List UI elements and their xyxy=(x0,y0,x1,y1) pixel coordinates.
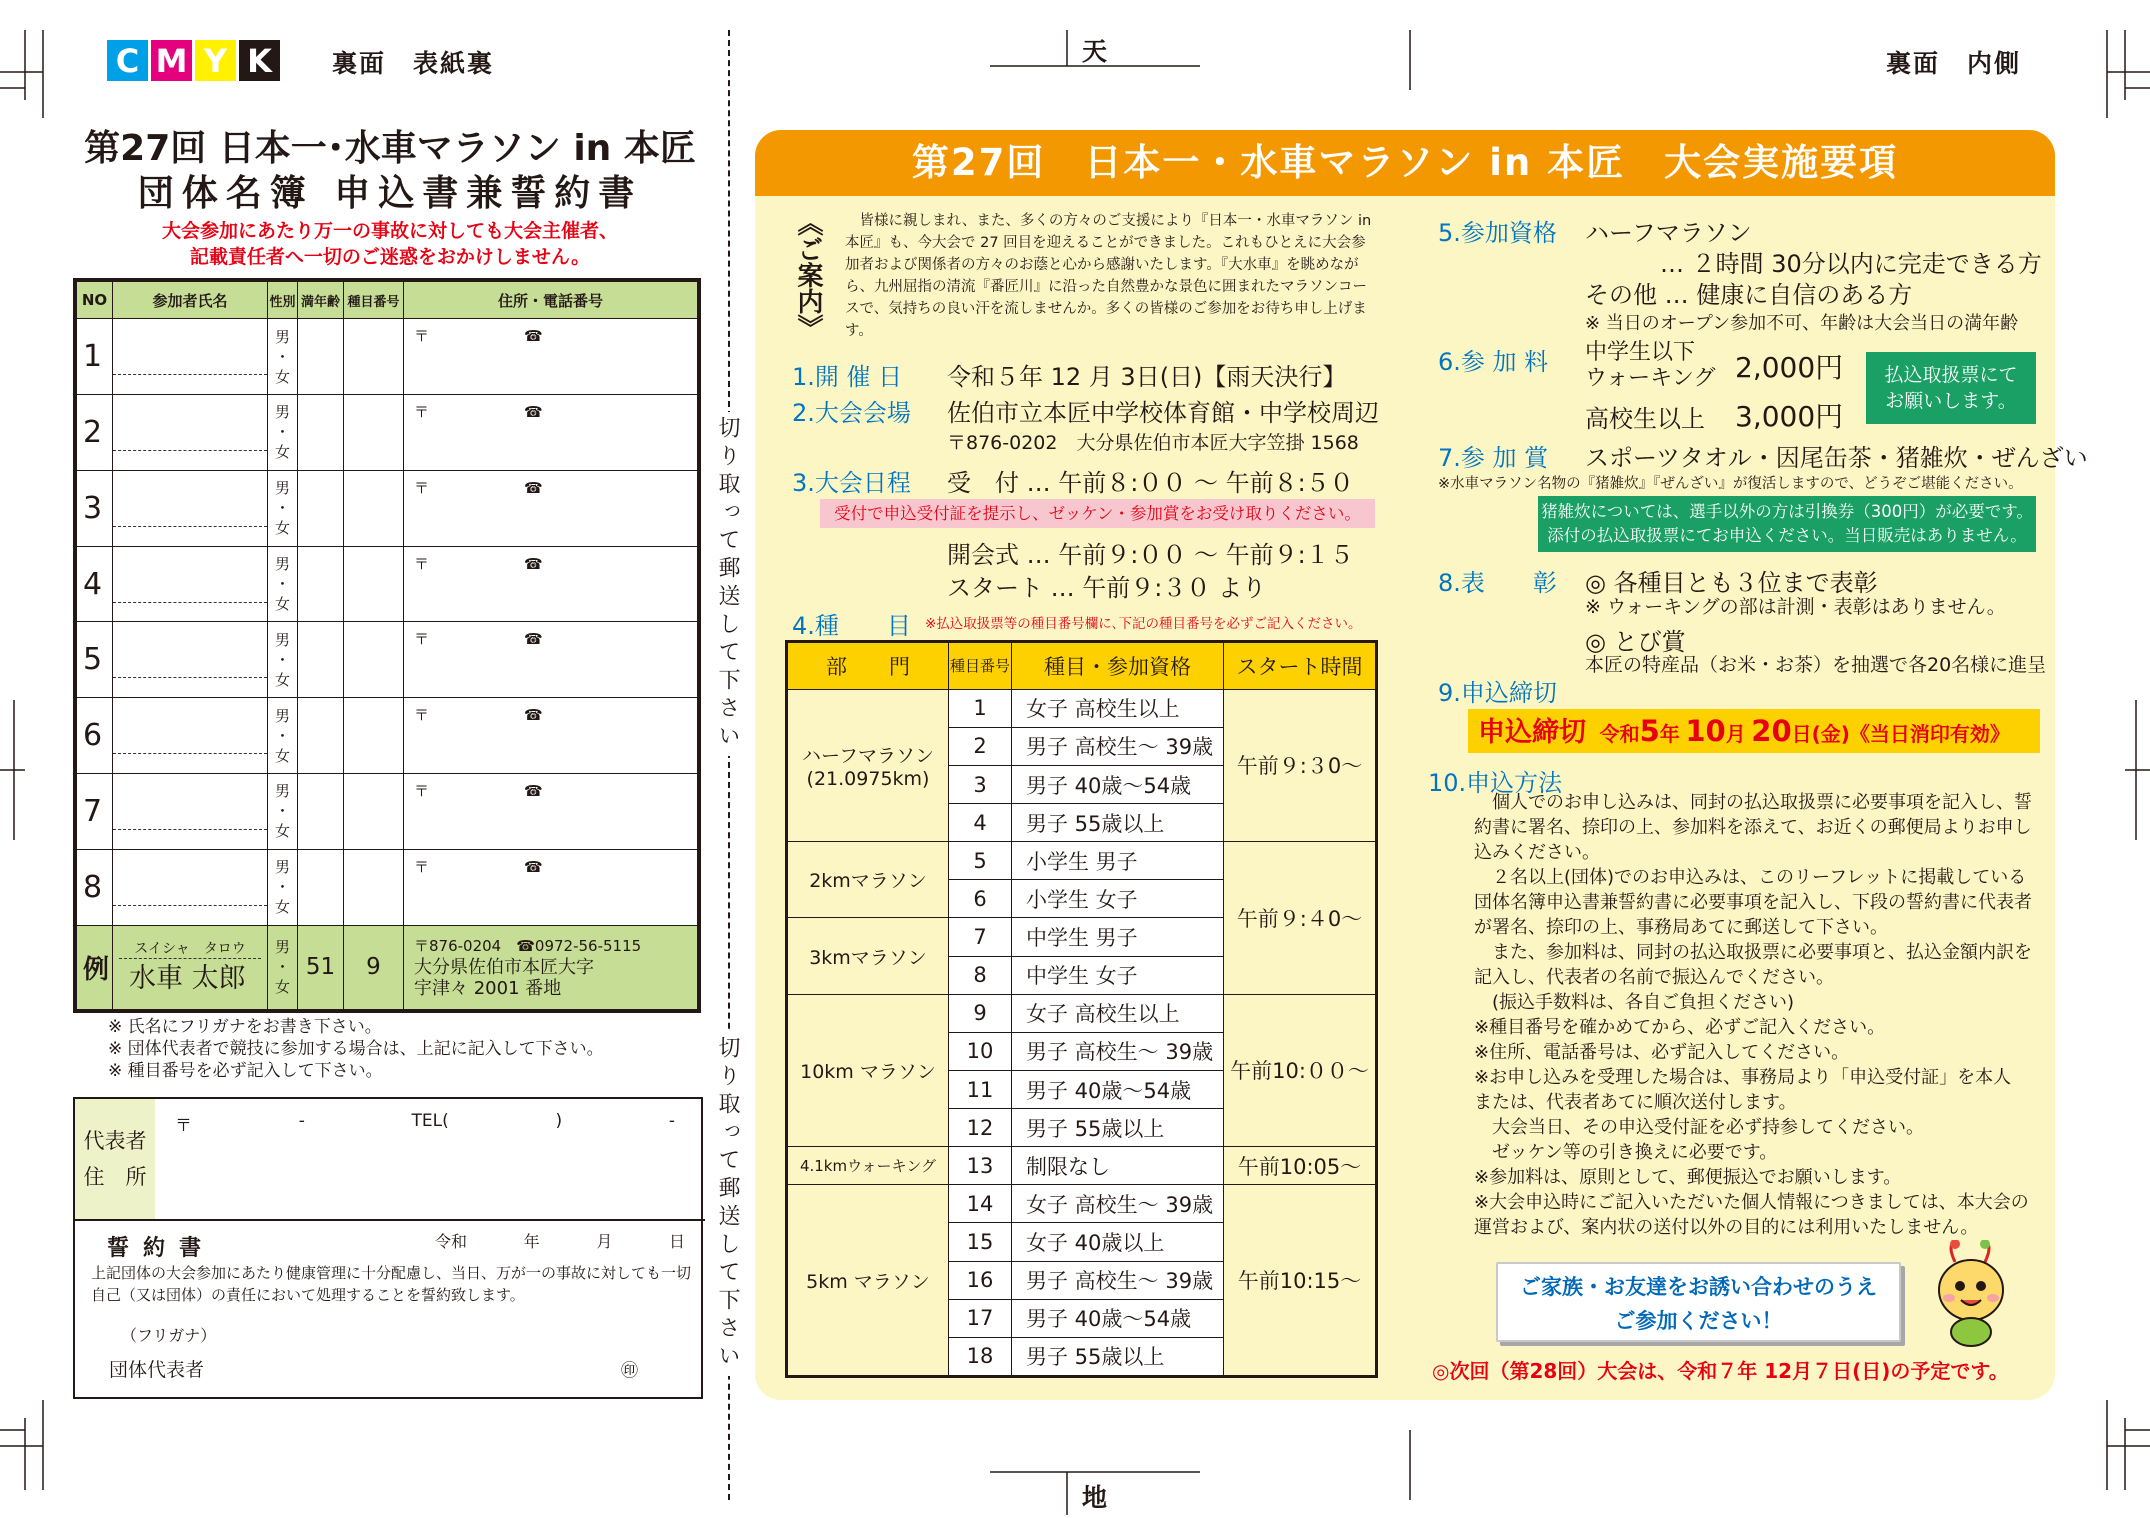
rep-tel-label: TEL( xyxy=(411,1111,449,1131)
rep-postal-mark: 〒 xyxy=(175,1116,192,1136)
postal-mark: 〒 xyxy=(414,478,430,497)
sex-field[interactable]: 男 ・ 女 xyxy=(268,622,298,698)
event-category: ハーフマラソン (21.0975km) xyxy=(788,689,949,842)
row-number: 5 xyxy=(77,622,113,698)
event-qualification: 男子 55歳以上 xyxy=(1012,1109,1224,1147)
entrant-name-field[interactable] xyxy=(113,395,268,471)
apply-n4: 大会当日、その申込受付証を必ず持参してください。 xyxy=(1474,1117,1924,1138)
invite-bubble xyxy=(1496,1262,1901,1342)
representative-box xyxy=(73,1097,703,1399)
event-start-time: 午前10:００～ xyxy=(1224,994,1376,1147)
event-qualification: 女子 高校生以上 xyxy=(1012,689,1224,727)
event-number: 11 xyxy=(949,1070,1012,1108)
entry-row xyxy=(77,546,698,622)
example-tel: ☎0972-56-5115 xyxy=(516,936,642,955)
fee-junior: 中学生以下 xyxy=(1585,340,1696,365)
sex-field[interactable]: 男 ・ 女 xyxy=(268,395,298,471)
award-note: ※ ウォーキングの部は計測・表彰はありません。 xyxy=(1585,596,2006,618)
deadline-month-unit: 月 xyxy=(1725,722,1746,746)
form-notes xyxy=(108,1016,604,1082)
event-number-field[interactable] xyxy=(344,849,404,925)
furigana-line xyxy=(113,490,267,527)
entry-row xyxy=(77,849,698,925)
age-field[interactable] xyxy=(298,546,344,622)
fee-walking: ウォーキング xyxy=(1585,366,1716,391)
age-field[interactable] xyxy=(298,470,344,546)
event-qualification: 男子 高校生～ 39歳 xyxy=(1012,1032,1224,1070)
row-number: 3 xyxy=(77,470,113,546)
fee-price1: 2,000円 xyxy=(1735,351,1844,384)
evcol-start: スタート時間 xyxy=(1224,643,1376,690)
sex-field[interactable]: 男 ・ 女 xyxy=(268,698,298,774)
address-phone-field[interactable] xyxy=(404,319,698,395)
age-field[interactable] xyxy=(298,773,344,849)
event-category: 5km マラソン xyxy=(788,1185,949,1376)
deadline-label: 申込締切 xyxy=(1478,717,1586,748)
furigana-line xyxy=(113,868,267,905)
furigana-line xyxy=(113,338,267,375)
furigana-line xyxy=(113,414,267,451)
registration-table xyxy=(73,278,701,1013)
event-qualification: 女子 40歳以上 xyxy=(1012,1223,1224,1261)
date-heading: 1.開 催 日 xyxy=(792,363,903,391)
address-phone-field[interactable] xyxy=(404,470,698,546)
phone-icon: ☎ xyxy=(524,478,543,497)
row-number: 8 xyxy=(77,849,113,925)
address-phone-field[interactable] xyxy=(404,622,698,698)
sex-field[interactable]: 男 ・ 女 xyxy=(268,849,298,925)
event-number: 3 xyxy=(949,765,1012,803)
address-phone-field[interactable] xyxy=(404,698,698,774)
furigana-line xyxy=(113,717,267,754)
rep-paren: ) xyxy=(555,1111,563,1131)
postal-mark: 〒 xyxy=(414,554,430,573)
entry-row xyxy=(77,395,698,471)
notice-line2: 記載責任者へ一切のご迷惑をおかけしません。 xyxy=(189,246,591,268)
next-event-notice: ◎次回（第28回）大会は、令和７年 12月７日(日)の予定です。 xyxy=(1432,1359,2009,1383)
row-number: 7 xyxy=(77,773,113,849)
eligibility-other: その他 … 健康に自信のある方 xyxy=(1585,281,1913,309)
entry-row xyxy=(77,698,698,774)
sex-field[interactable]: 男 ・ 女 xyxy=(268,546,298,622)
event-qualification: 男子 55歳以上 xyxy=(1012,1337,1224,1375)
postal-mark: 〒 xyxy=(414,706,430,725)
guide-text: 皆様に親しまれ、また、多くの方々のご支援により『日本一・水車マラソン in 本匠』も、今大会で 27 回目を迎えることができました。これもひとえに大会参加者および関係者の方々のお蔭と心から感謝いたします。『大水車』を眺めながら、九州屈指の清流『番匠川』に沿った自然豊かな景色に囲まれたマラソンコースで、気持ちの良い汗を流しませんか。多くの皆様のご参加をお待ち申し上げます。 xyxy=(845,213,1372,339)
rep-label-line2: 住 所 xyxy=(83,1165,147,1189)
postal-mark: 〒 xyxy=(414,403,430,422)
event-number: 5 xyxy=(949,842,1012,880)
apply-p2: ２名以上(団体)でのお申込みは、このリーフレットに掲載している団体名簿申込書兼誓約書に必要事項を記入し、下段の誓約書に代表者が署名、捺印の上、事務局あてに郵送して下さい。 xyxy=(1474,867,2032,938)
cmyk-y: Y xyxy=(195,40,236,81)
left-page-label: 裏面 表紙裏 xyxy=(332,49,495,78)
deadline-day-suffix: 日(金)《当日消印有効》 xyxy=(1791,722,2010,746)
phone-icon: ☎ xyxy=(524,706,543,725)
event-number: 16 xyxy=(949,1261,1012,1299)
event-qualification: 男子 40歳～54歳 xyxy=(1012,765,1224,803)
example-label: 例 xyxy=(77,925,113,1009)
eligibility-note: ※ 当日のオープン参加不可、年齢は大会当日の満年齢 xyxy=(1585,313,2019,334)
example-address xyxy=(404,925,698,1009)
entry-row xyxy=(77,773,698,849)
eligibility-half: ハーフマラソン xyxy=(1585,219,1752,247)
event-number: 15 xyxy=(949,1223,1012,1261)
entry-row xyxy=(77,470,698,546)
pledge-date[interactable] xyxy=(435,1229,685,1252)
fee-heading: 6.参 加 料 xyxy=(1438,348,1549,376)
note-event-number: ※ 種目番号を必ず記入して下さい。 xyxy=(108,1061,383,1081)
entrant-name-field[interactable] xyxy=(113,319,268,395)
award-tobisho: ◎ とび賞 xyxy=(1585,628,1686,656)
event-row xyxy=(788,994,1376,1032)
phone-icon: ☎ xyxy=(524,630,543,649)
venue-heading: 2.大会会場 xyxy=(792,399,911,427)
form-title-line2: 団体名簿 申込書兼誓約書 xyxy=(137,173,643,214)
rep-address-line xyxy=(175,1111,675,1136)
example-kana: スイシャ タロウ xyxy=(119,942,261,959)
event-row xyxy=(788,1185,1376,1223)
event-number-field[interactable] xyxy=(344,546,404,622)
phone-icon: ☎ xyxy=(524,781,543,800)
event-number: 2 xyxy=(949,727,1012,765)
cut-instruction-top: 切り取って郵送して下さい xyxy=(712,412,743,756)
event-number-field[interactable] xyxy=(344,319,404,395)
phone-icon: ☎ xyxy=(524,403,543,422)
postal-mark: 〒 xyxy=(414,781,430,800)
apply-heading: 10.申込方法 xyxy=(1428,769,1563,797)
event-qualification: 小学生 男子 xyxy=(1012,842,1224,880)
sex-field[interactable]: 男 ・ 女 xyxy=(268,773,298,849)
evcol-number: 種目番号 xyxy=(949,643,1012,690)
pledge-body: 上記団体の大会参加にあたり健康管理に十分配慮し、当日、万が一の事故に対しても一切自己（又は団体）の責任において処理することを誓約致します。 xyxy=(91,1264,692,1304)
event-qualification: 小学生 女子 xyxy=(1012,880,1224,918)
rep-dash2: - xyxy=(668,1111,675,1131)
entrant-name-field[interactable] xyxy=(113,698,268,774)
col-address-phone: 住所・電話番号 xyxy=(404,282,698,319)
invite-line2: ご参加ください！ xyxy=(1614,1309,1783,1333)
sex-field[interactable]: 男 ・ 女 xyxy=(268,319,298,395)
event-number: 13 xyxy=(949,1147,1012,1185)
fee-price2: 3,000円 xyxy=(1735,400,1844,433)
event-number: 8 xyxy=(949,956,1012,994)
phone-icon: ☎ xyxy=(524,857,543,876)
event-number: 1 xyxy=(949,689,1012,727)
example-contact xyxy=(414,936,687,957)
age-field[interactable] xyxy=(298,395,344,471)
gift-note: ※水車マラソン名物の『猪雑炊』『ぜんざい』が復活しますので、どうぞご堪能ください。 xyxy=(1438,476,2023,492)
award-tobisho-note: 本匠の特産品（お米・お茶）を抽選で各20名様に進呈 xyxy=(1585,654,2047,676)
event-qualification: 男子 高校生～ 39歳 xyxy=(1012,1261,1224,1299)
entrant-name-field[interactable] xyxy=(113,773,268,849)
evcol-qualification: 種目・参加資格 xyxy=(1012,643,1224,690)
deadline-day: 20 xyxy=(1751,714,1792,748)
example-event: 9 xyxy=(344,925,404,1009)
event-number: 10 xyxy=(949,1032,1012,1070)
event-category: 3kmマラソン xyxy=(788,918,949,994)
note-representative: ※ 団体代表者で競技に参加する場合は、上記に記入して下さい。 xyxy=(108,1039,604,1059)
event-qualification: 制限なし xyxy=(1012,1147,1224,1185)
event-number: 18 xyxy=(949,1337,1012,1375)
example-sex: 男 ・ 女 xyxy=(268,925,298,1009)
furigana-line xyxy=(113,641,267,678)
note-furigana: ※ 氏名にフリガナをお書き下さい。 xyxy=(108,1017,382,1037)
cut-instruction-bottom: 切り取って郵送して下さい xyxy=(712,1032,743,1376)
row-number: 1 xyxy=(77,319,113,395)
address-phone-field[interactable] xyxy=(404,395,698,471)
gift-items: スポーツタオル・因尾缶茶・猪雑炊・ぜんざい xyxy=(1585,444,2088,472)
fee-payment-note: 払込取扱票にて お願いします。 xyxy=(1866,352,2036,424)
top-mark: 天 xyxy=(1082,37,1110,66)
event-qualification: 男子 55歳以上 xyxy=(1012,804,1224,842)
example-fullname: 水車 太郎 xyxy=(129,963,246,995)
deadline-month: 10 xyxy=(1685,714,1726,748)
apply-n6: ※参加料は、原則として、郵便振込でお願いします。 xyxy=(1474,1167,1902,1188)
example-addr2: 宇津々 2001 番地 xyxy=(414,977,562,999)
event-category: 10km マラソン xyxy=(788,994,949,1147)
representative-address-area[interactable] xyxy=(75,1099,705,1221)
events-note: ※払込取扱票等の種目番号欄に､下記の種目番号を必ずご記入ください｡ xyxy=(925,616,1355,632)
event-number: 6 xyxy=(949,880,1012,918)
event-start-time: 午前10:15～ xyxy=(1224,1185,1376,1376)
award-heading: 8.表 彰 xyxy=(1438,569,1557,597)
rep-name-label: 団体代表者 xyxy=(109,1359,205,1381)
form-title-line1: 第27回 日本一･水車マラソン in 本匠 xyxy=(84,128,696,169)
event-number: 7 xyxy=(949,918,1012,956)
age-field[interactable] xyxy=(298,622,344,698)
apply-n3: ※お申し込みを受理した場合は、事務局より「申込受付証」を本人 または、代表者あてに順次送付します。 xyxy=(1474,1067,2030,1113)
event-qualification: 中学生 男子 xyxy=(1012,918,1224,956)
cmyk-m: M xyxy=(151,40,192,81)
event-number-field[interactable] xyxy=(344,622,404,698)
deadline-year-unit: 年 xyxy=(1659,722,1680,746)
event-number: 4 xyxy=(949,804,1012,842)
example-postal: 〒876-0204 xyxy=(414,936,502,955)
entrant-name-field[interactable] xyxy=(113,546,268,622)
furigana-line xyxy=(113,793,267,830)
event-start-time: 午前10:05～ xyxy=(1224,1147,1376,1185)
apply-n2: ※住所、電話番号は、必ず記入してください。 xyxy=(1474,1042,1850,1063)
pledge-title: 誓約書 xyxy=(107,1236,216,1261)
gift-heading: 7.参 加 賞 xyxy=(1438,444,1549,472)
date-year: 年 xyxy=(523,1232,540,1251)
event-number: 14 xyxy=(949,1185,1012,1223)
schedule-heading: 3.大会日程 xyxy=(792,469,911,497)
event-qualification: 中学生 女子 xyxy=(1012,956,1224,994)
event-number: 9 xyxy=(949,994,1012,1032)
address-phone-field[interactable] xyxy=(404,849,698,925)
apply-n7: ※大会申込時にご記入いただいた個人情報につきましては、本大会の運営および、案内状の送付以外の目的には利用いたしません。 xyxy=(1474,1192,2029,1238)
right-page-label: 裏面 内側 xyxy=(1886,49,2022,78)
reception-note: 受付で申込受付証を提示し、ゼッケン・参加賞をお受け取りください。 xyxy=(820,499,1375,528)
age-field[interactable] xyxy=(298,319,344,395)
event-number-field[interactable] xyxy=(344,698,404,774)
guide-heading: 《ご案内》 xyxy=(793,210,823,340)
entry-row xyxy=(77,319,698,395)
evcol-category: 部 門 xyxy=(788,643,949,690)
apply-body xyxy=(1474,790,2044,1240)
event-qualification: 男子 40歳～54歳 xyxy=(1012,1299,1224,1337)
eligibility-half-cond: … ２時間 30分以内に完走できる方 xyxy=(1660,250,2042,278)
event-row xyxy=(788,1147,1376,1185)
venue-address: 〒876-0202 大分県佐伯市本匠大字笠掛 1568 xyxy=(947,432,1359,454)
row-number: 6 xyxy=(77,698,113,774)
furigana-label: （フリガナ） xyxy=(121,1326,217,1345)
event-number-field[interactable] xyxy=(344,395,404,471)
deadline-era: 令和 xyxy=(1599,722,1640,746)
deadline-heading: 9.申込締切 xyxy=(1438,679,1557,707)
col-event: 種目番号 xyxy=(344,282,404,319)
example-name xyxy=(113,925,268,1009)
event-number: 12 xyxy=(949,1109,1012,1147)
col-sex: 性別 xyxy=(268,282,298,319)
start-time: スタート … 午前９:３０ より xyxy=(947,574,1266,602)
apply-n5: ゼッケン等の引き換えに必要です。 xyxy=(1474,1142,1778,1163)
col-age: 満年齢 xyxy=(298,282,344,319)
event-category: 4.1kmウォーキング xyxy=(788,1147,949,1185)
fee-group1 xyxy=(1585,340,1715,392)
cmyk-color-bar xyxy=(107,40,283,81)
event-category: 2kmマラソン xyxy=(788,842,949,918)
award-top3: ◎ 各種目とも３位まで表彰 xyxy=(1585,569,1878,597)
event-qualification: 男子 40歳～54歳 xyxy=(1012,1070,1224,1108)
events-heading: 4.種 目 xyxy=(792,612,911,640)
event-start-time: 午前９:４0～ xyxy=(1224,842,1376,995)
event-qualification: 女子 高校生以上 xyxy=(1012,994,1224,1032)
cmyk-c: C xyxy=(107,40,148,81)
liability-notice xyxy=(70,218,710,270)
zosui-note: 猪雑炊については、選手以外の方は引換券（300円）が必要です。 添付の払込取扱票にてお申込ください。当日販売はありません。 xyxy=(1538,496,2036,552)
furigana-line xyxy=(113,565,267,602)
example-age: 51 xyxy=(298,925,344,1009)
representative-label xyxy=(75,1099,155,1219)
example-addr1: 大分県佐伯市本匠大字 xyxy=(414,956,594,978)
row-number: 2 xyxy=(77,395,113,471)
postal-mark: 〒 xyxy=(414,857,430,876)
bottom-mark: 地 xyxy=(1082,1483,1110,1512)
event-row xyxy=(788,689,1376,727)
postal-mark: 〒 xyxy=(414,630,430,649)
date-era: 令和 xyxy=(435,1232,468,1251)
event-qualification: 女子 高校生～ 39歳 xyxy=(1012,1185,1224,1223)
rep-dash1: - xyxy=(298,1111,305,1131)
age-field[interactable] xyxy=(298,849,344,925)
age-field[interactable] xyxy=(298,698,344,774)
entrant-name-field[interactable] xyxy=(113,470,268,546)
event-start-time: 午前９:３0～ xyxy=(1224,689,1376,842)
event-qualification: 男子 高校生～ 39歳 xyxy=(1012,727,1224,765)
col-no: NO xyxy=(77,282,113,319)
address-phone-field[interactable] xyxy=(404,546,698,622)
sex-field[interactable]: 男 ・ 女 xyxy=(268,470,298,546)
deadline-year: 5 xyxy=(1639,714,1660,748)
address-phone-field[interactable] xyxy=(404,773,698,849)
date-month: 月 xyxy=(596,1232,613,1251)
entry-row xyxy=(77,622,698,698)
event-number-field[interactable] xyxy=(344,773,404,849)
apply-n1: ※種目番号を確かめてから、必ずご記入ください。 xyxy=(1474,1017,1886,1038)
events-table xyxy=(785,640,1378,1378)
form-title xyxy=(70,126,710,216)
phone-icon: ☎ xyxy=(524,554,543,573)
rep-label-line1: 代表者 xyxy=(83,1129,147,1153)
phone-icon: ☎ xyxy=(524,327,543,346)
cmyk-k: K xyxy=(239,40,280,81)
entrant-name-field[interactable] xyxy=(113,849,268,925)
deadline-banner xyxy=(1468,709,2040,753)
venue-value: 佐伯市立本匠中学校体育館・中学校周辺 xyxy=(947,399,1379,427)
col-name: 参加者氏名 xyxy=(113,282,268,319)
event-row xyxy=(788,842,1376,880)
mascot-icon xyxy=(1925,1240,2025,1352)
eligibility-heading: 5.参加資格 xyxy=(1438,219,1557,247)
seal-icon: ㊞ xyxy=(621,1361,638,1381)
entrant-name-field[interactable] xyxy=(113,622,268,698)
apply-p4: (振込手数料は、各自ご負担ください) xyxy=(1474,992,1795,1013)
apply-p3: また、参加料は、同封の払込取扱票に必要事項と、払込金額内訳を記入し、代表者の名前で振込んでください。 xyxy=(1474,942,2032,988)
fee-senior: 高校生以上 xyxy=(1585,405,1705,433)
event-number: 17 xyxy=(949,1299,1012,1337)
row-number: 4 xyxy=(77,546,113,622)
date-day: 日 xyxy=(668,1232,685,1251)
example-row xyxy=(77,925,698,1009)
guidelines-title: 第27回 日本一・水車マラソン in 本匠 大会実施要項 xyxy=(755,130,2055,196)
apply-p1: 個人でのお申し込みは、同封の払込取扱票に必要事項を記入し、誓約書に署名、捺印の上、参加料を添えて、お近くの郵便局よりお申し込みください。 xyxy=(1474,792,2032,863)
date-value: 令和５年 12 月 3日(日)【雨天決行】 xyxy=(947,363,1347,391)
event-number-field[interactable] xyxy=(344,470,404,546)
notice-line1: 大会参加にあたり万一の事故に対しても大会主催者、 xyxy=(161,220,618,242)
invite-line1: ご家族・お友達をお誘い合わせのうえ xyxy=(1520,1275,1877,1299)
reception-time: 受 付 … 午前８:００ ～ 午前８:５０ xyxy=(947,469,1354,497)
opening-time: 開会式 … 午前９:００ ～ 午前９:１５ xyxy=(947,541,1354,569)
postal-mark: 〒 xyxy=(414,327,430,346)
